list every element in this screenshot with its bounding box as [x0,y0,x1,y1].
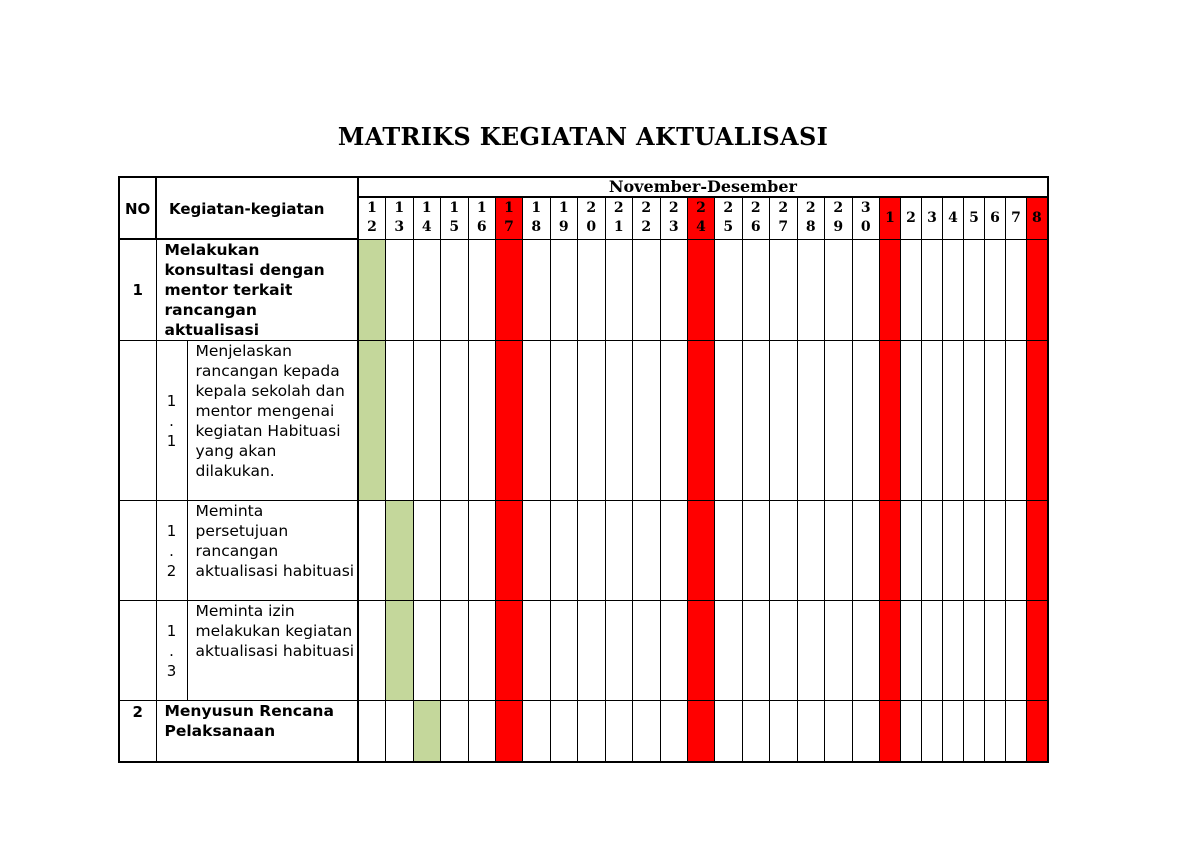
holiday-cell [688,239,715,341]
sub-activity-name: Menjelaskan rancangan kepada kepala sekolah dan mentor mengenai kegiatan Habituasi yang akan dilakukan. [187,341,358,501]
day-digit: 1 [367,200,377,217]
day-header-cell [964,197,985,239]
schedule-cell [523,341,551,501]
day-digit: 3 [927,210,937,227]
holiday-cell [688,701,715,762]
sub-activity-number [156,601,187,701]
day-header-cell [523,197,551,239]
schedule-cell [922,341,943,501]
day-digit: 2 [668,200,679,217]
schedule-cell [742,341,770,501]
activity-name: Melakukan konsultasi dengan mentor terkait rancangan aktualisasi [156,239,358,341]
schedule-cell [797,501,825,601]
sub-activity-row [119,341,1048,501]
schedule-cell [413,501,441,601]
day-digit: 3 [668,219,679,236]
day-header-cell [468,197,496,239]
schedule-cell [441,239,469,341]
schedule-cell [550,701,578,762]
sub-activity-number [156,501,187,601]
day-digit: 7 [504,219,514,236]
schedule-cell [825,601,853,701]
day-header-cell [985,197,1006,239]
number-blank-cell [119,501,156,601]
schedule-cell [985,239,1006,341]
schedule-cell [660,239,688,341]
day-header-cell [922,197,943,239]
day-digit: 1 [394,200,405,217]
schedule-cell [441,341,469,501]
day-digit: 6 [990,210,1000,227]
schedule-cell [523,501,551,601]
schedule-cell [1006,239,1027,341]
schedule-cell [770,341,798,501]
day-digit: 2 [696,200,706,217]
day-digit: 4 [948,210,958,227]
schedule-cell [633,501,661,601]
schedule-cell [922,239,943,341]
holiday-cell [880,501,901,601]
day-digit: 8 [531,219,542,236]
schedule-cell [964,239,985,341]
schedule-cell [1006,601,1027,701]
day-header-cell [742,197,770,239]
day-header-cell [797,197,825,239]
schedule-cell [441,501,469,601]
schedule-cell [633,341,661,501]
sub-activity-name: Meminta persetujuan rancangan aktualisasi habituasi [187,501,358,601]
number-blank-cell [119,341,156,501]
sub-activity-name: Meminta izin melakukan kegiatan aktualisasi habituasi [187,601,358,701]
schedule-cell [943,341,964,501]
day-digit: 4 [696,219,706,236]
day-header-cell [1006,197,1027,239]
schedule-cell [468,701,496,762]
schedule-cell [825,701,853,762]
schedule-cell [550,341,578,501]
schedule-cell [578,701,606,762]
schedule-cell [825,341,853,501]
schedule-cell [770,701,798,762]
day-digit: 3 [394,219,405,236]
schedule-cell [1006,341,1027,501]
schedule-cell [468,601,496,701]
schedule-cell [797,601,825,701]
schedule-cell [578,501,606,601]
day-digit: 2 [906,210,916,227]
header-kegiatan: Kegiatan-kegiatan [156,177,358,239]
schedule-cell [770,601,798,701]
day-digit: 3 [860,200,871,217]
day-digit: 5 [969,210,979,227]
header-no: NO [119,177,156,239]
schedule-cell [441,701,469,762]
day-header-cell [688,197,715,239]
day-header-cell [578,197,606,239]
day-digit: 2 [586,200,597,217]
schedule-cell [386,701,414,762]
schedule-cell [358,701,386,762]
holiday-cell [880,239,901,341]
holiday-cell [496,701,523,762]
holiday-cell [1027,341,1048,501]
sub-activity-number [156,341,187,501]
schedule-cell [633,601,661,701]
sub-number-part: 2 [166,561,177,580]
day-header-cell [413,197,441,239]
schedule-cell [660,601,688,701]
day-digit: 5 [723,219,734,236]
day-digit: 2 [833,200,844,217]
schedule-cell [901,501,922,601]
schedule-cell [943,701,964,762]
schedule-cell [523,701,551,762]
schedule-cell [413,341,441,501]
scheduled-cell [413,701,441,762]
schedule-cell [523,239,551,341]
schedule-cell [985,501,1006,601]
schedule-cell [742,239,770,341]
day-header-cell [441,197,469,239]
sub-number-part: 1 [166,521,177,540]
schedule-cell [715,701,743,762]
day-digit: 1 [613,219,624,236]
schedule-cell [605,239,633,341]
schedule-cell [413,601,441,701]
schedule-cell [852,501,880,601]
schedule-cell [964,341,985,501]
schedule-cell [922,601,943,701]
day-header-cell [358,197,386,239]
schedule-cell [742,501,770,601]
day-digit: 2 [805,200,816,217]
schedule-cell [578,239,606,341]
header-row [119,177,1048,197]
day-header-cell [715,197,743,239]
day-header-cell [852,197,880,239]
schedule-cell [605,341,633,501]
holiday-cell [496,239,523,341]
scheduled-cell [358,341,386,501]
schedule-cell [605,501,633,601]
schedule-cell [468,501,496,601]
holiday-cell [688,341,715,501]
schedule-cell [715,501,743,601]
activity-row [119,239,1048,341]
schedule-cell [943,501,964,601]
day-digit: 1 [531,200,542,217]
schedule-cell [852,601,880,701]
schedule-cell [852,701,880,762]
number-blank-cell [119,601,156,701]
schedule-cell [468,341,496,501]
schedule-cell [964,501,985,601]
sub-activity-row [119,501,1048,601]
schedule-cell [386,239,414,341]
schedule-cell [797,341,825,501]
sub-number-part: 1 [166,431,177,450]
day-header-cell [633,197,661,239]
schedule-cell [770,239,798,341]
sub-number-part: . [169,411,174,430]
day-digit: 2 [750,200,761,217]
schedule-cell [922,501,943,601]
schedule-cell [1006,501,1027,601]
sub-number-part: 1 [166,391,177,410]
sub-number-part: 1 [166,621,177,640]
schedule-cell [715,341,743,501]
holiday-cell [496,501,523,601]
day-digit: 2 [641,200,652,217]
activity-number: 1 [119,239,156,341]
schedule-cell [660,701,688,762]
schedule-cell [441,601,469,701]
holiday-cell [880,341,901,501]
schedule-cell [901,601,922,701]
day-digit: 1 [449,200,460,217]
schedule-cell [797,701,825,762]
day-digit: 6 [476,219,487,236]
day-digit: 2 [613,200,624,217]
day-digit: 8 [1032,210,1042,227]
holiday-cell [496,341,523,501]
day-digit: 1 [476,200,487,217]
schedule-cell [715,239,743,341]
schedule-cell [578,341,606,501]
day-digit: 0 [860,219,871,236]
holiday-cell [496,601,523,701]
day-header-cell [660,197,688,239]
holiday-cell [1027,601,1048,701]
schedule-cell [985,601,1006,701]
schedule-cell [797,239,825,341]
schedule-cell [825,239,853,341]
schedule-cell [943,601,964,701]
day-header-cell [770,197,798,239]
holiday-cell [880,601,901,701]
day-digit: 1 [885,210,895,227]
schedule-cell [852,341,880,501]
schedule-cell [901,341,922,501]
activity-row [119,701,1048,762]
schedule-cell [358,501,386,601]
activity-number: 2 [119,701,156,762]
schedule-cell [550,501,578,601]
schedule-cell [605,701,633,762]
day-digit: 2 [723,200,734,217]
holiday-cell [688,601,715,701]
holiday-cell [880,701,901,762]
holiday-cell [1027,701,1048,762]
holiday-cell [1027,501,1048,601]
schedule-cell [633,701,661,762]
schedule-cell [358,601,386,701]
day-header-cell [825,197,853,239]
day-header-cell [605,197,633,239]
day-digit: 7 [1011,210,1021,227]
day-digit: 9 [833,219,844,236]
day-digit: 2 [641,219,652,236]
activity-name: Menyusun Rencana Pelaksanaan [156,701,358,762]
day-header-cell [880,197,901,239]
schedule-cell [660,341,688,501]
schedule-cell [468,239,496,341]
schedule-cell [1006,701,1027,762]
schedule-cell [715,601,743,701]
schedule-cell [633,239,661,341]
day-digit: 9 [558,219,569,236]
day-digit: 1 [504,200,514,217]
schedule-cell [550,239,578,341]
day-digit: 8 [805,219,816,236]
day-digit: 0 [586,219,597,236]
day-header-cell [550,197,578,239]
day-digit: 2 [778,200,789,217]
scheduled-cell [358,239,386,341]
schedule-cell [964,701,985,762]
day-digit: 2 [367,219,377,236]
holiday-cell [1027,239,1048,341]
schedule-cell [386,341,414,501]
schedule-cell [770,501,798,601]
schedule-cell [985,341,1006,501]
schedule-cell [901,701,922,762]
activity-matrix-table [118,176,1049,763]
schedule-cell [550,601,578,701]
sub-number-part: . [169,641,174,660]
day-header-cell [496,197,523,239]
day-header-cell [901,197,922,239]
page-title: MATRIKS KEGIATAN AKTUALISASI [337,122,829,151]
sub-activity-row [119,601,1048,701]
schedule-cell [985,701,1006,762]
schedule-cell [943,239,964,341]
day-digit: 7 [778,219,789,236]
day-header-cell [1027,197,1048,239]
schedule-cell [605,601,633,701]
schedule-cell [742,701,770,762]
day-header-cell [943,197,964,239]
sub-number-part: 3 [166,661,177,680]
day-digit: 6 [750,219,761,236]
holiday-cell [688,501,715,601]
schedule-cell [825,501,853,601]
header-period: November-Desember [358,177,1048,197]
schedule-cell [523,601,551,701]
schedule-cell [413,239,441,341]
sub-number-part: . [169,541,174,560]
day-digit: 4 [421,219,432,236]
schedule-cell [742,601,770,701]
day-digit: 5 [449,219,460,236]
schedule-cell [660,501,688,601]
schedule-cell [578,601,606,701]
day-digit: 1 [421,200,432,217]
schedule-cell [964,601,985,701]
schedule-cell [852,239,880,341]
scheduled-cell [386,501,414,601]
schedule-cell [901,239,922,341]
scheduled-cell [386,601,414,701]
schedule-cell [922,701,943,762]
day-digit: 1 [558,200,569,217]
day-header-cell [386,197,414,239]
